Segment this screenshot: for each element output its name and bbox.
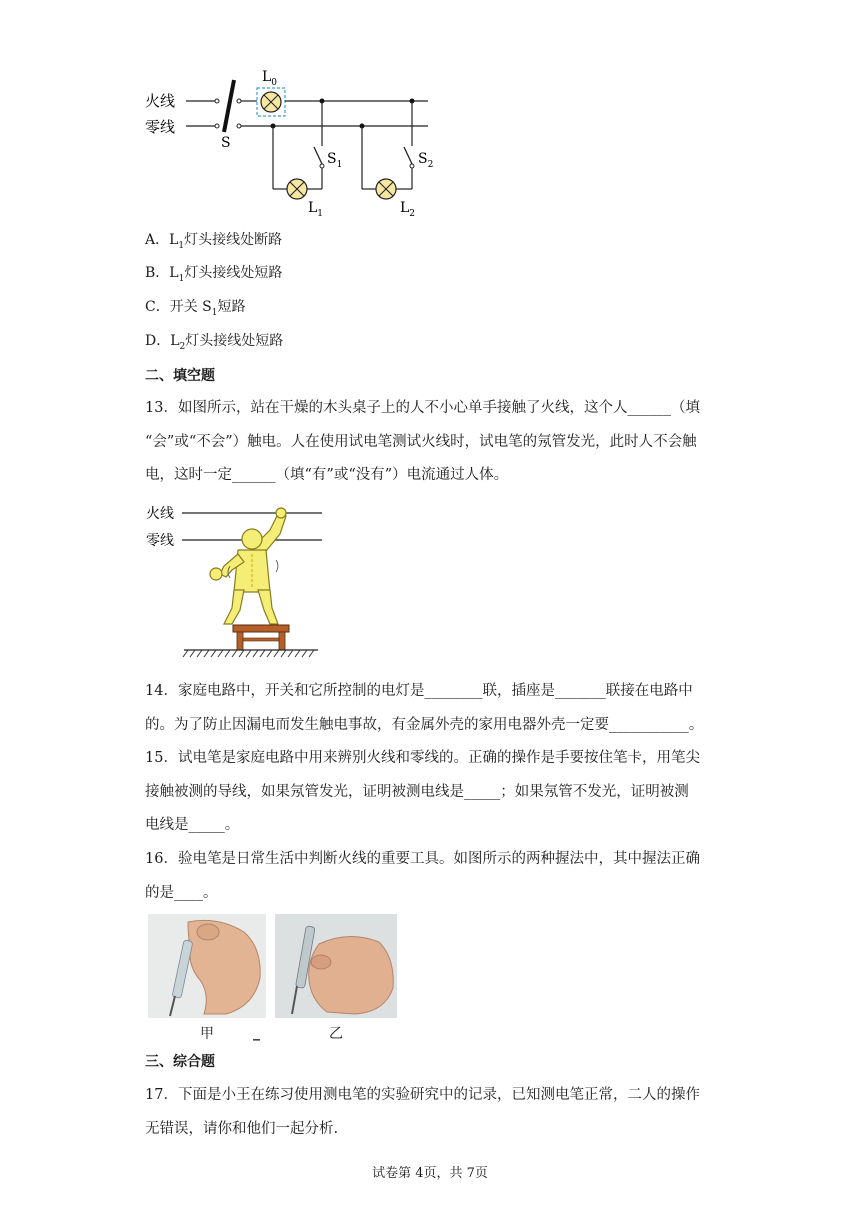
- question-13: [145, 392, 725, 493]
- switch-s1: [314, 147, 322, 164]
- neutral-wire-label: 零线: [145, 118, 176, 136]
- circuit-diagram: [140, 62, 440, 218]
- switch-s1-label: $S_1$: [327, 151, 343, 170]
- q17-line: 无错误，请你和他们一起分析.: [145, 1120, 339, 1137]
- question-16: [145, 843, 725, 910]
- fig13-neutral-label: 零线: [146, 533, 174, 549]
- lamp-l2-label: $L_2$: [400, 200, 416, 218]
- fig13-live-label: 火线: [146, 506, 174, 522]
- lamp-l0-icon: [261, 92, 281, 112]
- option-b: B．$L_1$灯头接线处短路: [145, 265, 283, 284]
- q16-line: 16．验电笔是日常生活中判断火线的重要工具。如图所示的两种握法中，其中握法正确: [145, 851, 700, 867]
- q16-line: 的是____。: [145, 884, 218, 901]
- lamp-l0-label: $L_0$: [262, 69, 278, 88]
- question-15: [145, 742, 725, 843]
- q15-line: 15．试电笔是家庭电路中用来辨别火线和零线的。正确的操作是手要按住笔卡，用笔尖: [145, 750, 700, 766]
- q13-line: 电，这时一定______（填“有”或“没有”）电流通过人体。: [145, 467, 509, 483]
- question-17: [145, 1079, 725, 1146]
- switch-s2-label: $S_2$: [418, 151, 434, 170]
- main-switch-label: S: [221, 135, 231, 151]
- option-d: D．$L_2$灯头接线处短路: [145, 333, 284, 352]
- section-fill-in-heading: 二、填空题: [145, 368, 215, 384]
- electrocution-figure: [140, 500, 330, 662]
- test-pen-grip-photo-a: [148, 914, 266, 1018]
- main-switch: [224, 80, 234, 132]
- grip-label-b: 乙: [329, 1026, 343, 1042]
- option-a: A．$L_1$灯头接线处断路: [145, 232, 283, 251]
- switch-s2: [404, 147, 412, 164]
- grip-label-a: 甲: [200, 1026, 214, 1042]
- question-14: [145, 675, 725, 742]
- lamp-l2-icon: [376, 179, 396, 199]
- wooden-stool: [233, 625, 289, 650]
- section-comprehensive-heading: 三、综合题: [145, 1054, 215, 1070]
- q15-line: 电线是_____。: [145, 817, 240, 833]
- q15-line: 接触被测的导线，如果氖管发光，证明被测电线是_____；如果氖管不发光，证明被测: [145, 783, 689, 800]
- q14-line: 的。为了防止因漏电而发生触电事故，有金属外壳的家用电器外壳一定要___________。: [145, 716, 704, 733]
- q13-line: “会”或“不会”）触电。人在使用试电笔测试火线时，试电笔的氖管发光，此时人不会触: [145, 433, 697, 450]
- grip-answer-blank: _: [253, 1025, 260, 1041]
- q14-line: 14．家庭电路中，开关和它所控制的电灯是________联，插座是_______联接在电路中: [145, 683, 693, 699]
- person-figure: [210, 508, 286, 624]
- page-footer: 试卷第 4页，共 7页: [372, 1166, 488, 1181]
- live-wire-label: 火线: [145, 92, 176, 110]
- q17-line: 17．下面是小王在练习使用测电笔的实验研究中的记录，已知测电笔正常，二人的操作: [145, 1087, 700, 1103]
- lamp-l1-icon: [287, 179, 307, 199]
- option-c: C．开关 $S_1$短路: [145, 299, 246, 318]
- q13-line: 13．如图所示，站在干燥的木头桌子上的人不小心单手接触了火线，这个人______（填: [145, 400, 700, 416]
- lamp-l1-label: $L_1$: [308, 200, 324, 218]
- test-pen-grip-photo-b: [275, 914, 397, 1018]
